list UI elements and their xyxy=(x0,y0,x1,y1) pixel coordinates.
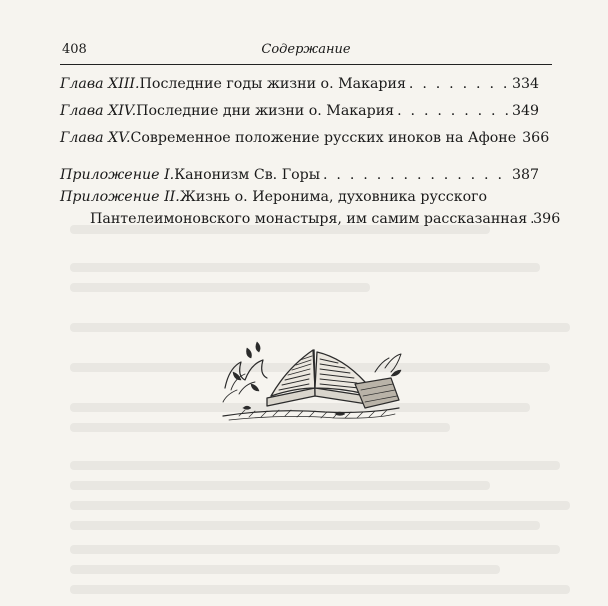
toc-entry-page: 366 xyxy=(522,130,550,146)
toc-entry-page: 334 xyxy=(512,76,540,92)
toc-entry-label: Приложение I. xyxy=(60,167,175,183)
header-rule xyxy=(60,64,552,65)
toc-leader-dots xyxy=(320,164,512,186)
page-number: 408 xyxy=(62,42,87,57)
toc-entry-chapter-15[interactable] xyxy=(60,127,550,149)
toc-entry-label: Глава XIV. xyxy=(60,103,137,119)
toc-entry-title: Последние годы жизни о. Макария xyxy=(139,76,406,92)
toc-leader-dots xyxy=(394,100,512,122)
toc-entry-page: 349 xyxy=(512,103,540,119)
toc-entry-title: Современное положение русских иноков на Афоне xyxy=(130,130,517,146)
toc-entry-appendix-2-continued[interactable] xyxy=(60,208,561,230)
toc-entry-chapter-13[interactable] xyxy=(60,73,538,95)
toc-entry-label: Глава XV. xyxy=(60,130,131,146)
toc-entry-title: Канонизм Св. Горы xyxy=(174,167,321,183)
table-of-contents xyxy=(60,73,561,230)
running-title: Содержание xyxy=(261,42,351,57)
page-header xyxy=(60,40,552,64)
toc-entry-chapter-14[interactable] xyxy=(60,100,538,122)
toc-entry-title: Последние дни жизни о. Макария xyxy=(136,103,395,119)
toc-entry-page: 396 xyxy=(533,211,561,227)
toc-entry-page: 387 xyxy=(512,167,540,183)
open-book-vignette-icon xyxy=(215,328,405,426)
toc-leader-dots xyxy=(406,73,512,95)
toc-entry-label: Приложение II. xyxy=(60,189,180,205)
toc-entry-title: Пантелеимоновского монастыря, им самим рассказанная xyxy=(90,211,528,227)
toc-entry-appendix-1[interactable] xyxy=(60,164,538,186)
toc-entry-label: Глава XIII. xyxy=(60,76,140,92)
toc-entry-appendix-2[interactable] xyxy=(60,186,538,208)
toc-entry-title: Жизнь о. Иеронима, духовника русского xyxy=(179,189,488,205)
